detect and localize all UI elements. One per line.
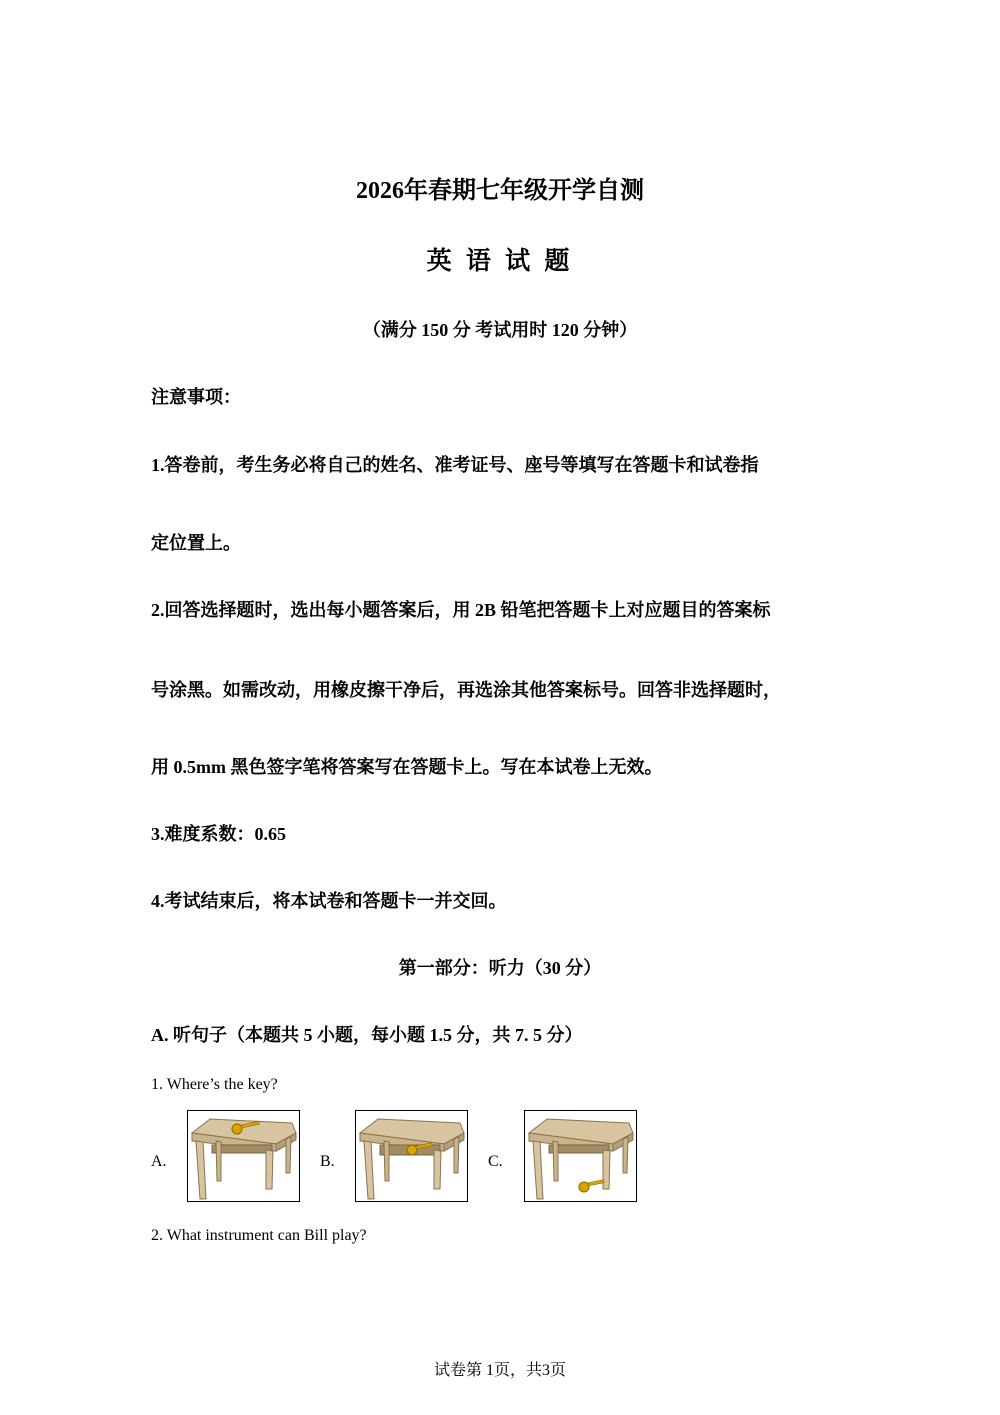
option-a-label: A.: [151, 1153, 167, 1170]
table-icon: [192, 1119, 296, 1199]
option-c-label: C.: [488, 1153, 503, 1170]
table-icon: [360, 1119, 464, 1199]
option-b-label: B.: [320, 1153, 335, 1170]
option-a-image: [187, 1110, 300, 1202]
exam-info: （满分 150 分 考试用时 120 分钟）: [362, 320, 638, 340]
note-line: 4.考试结束后，将本试卷和答题卡一并交回。: [151, 891, 507, 911]
note-line: 号涂黑。如需改动，用橡皮擦干净后，再选涂其他答案标号。回答非选择题时，: [151, 680, 781, 700]
section-a-heading: A. 听句子（本题共 5 小题，每小题 1.5 分，共 7. 5 分）: [151, 1025, 583, 1045]
page-footer: 试卷第 1页，共3页: [433, 1362, 566, 1379]
note-line: 2.回答选择题时，选出每小题答案后，用 2B 铅笔把答题卡上对应题目的答案标: [151, 600, 771, 620]
option-c-image: [524, 1110, 637, 1202]
note-line: 1.答卷前，考生务必将自己的姓名、准考证号、座号等填写在答题卡和试卷指: [151, 455, 759, 475]
note-line: 用 0.5mm 黑色签字笔将答案写在答题卡上。写在本试卷上无效。: [151, 757, 663, 777]
part1-heading: 第一部分：听力（30 分）: [398, 958, 602, 978]
exam-title: 2026年春期七年级开学自测: [356, 178, 644, 204]
subject-title: 英 语 试 题: [426, 248, 574, 275]
key-icon: [579, 1180, 604, 1192]
notes-heading: 注意事项：: [151, 387, 241, 407]
question-1: 1. Where’s the key?: [151, 1076, 278, 1093]
note-line: 3.难度系数：0.65: [151, 824, 286, 844]
option-b-image: [355, 1110, 468, 1202]
question-2: 2. What instrument can Bill play?: [151, 1227, 367, 1244]
note-line: 定位置上。: [151, 533, 241, 553]
